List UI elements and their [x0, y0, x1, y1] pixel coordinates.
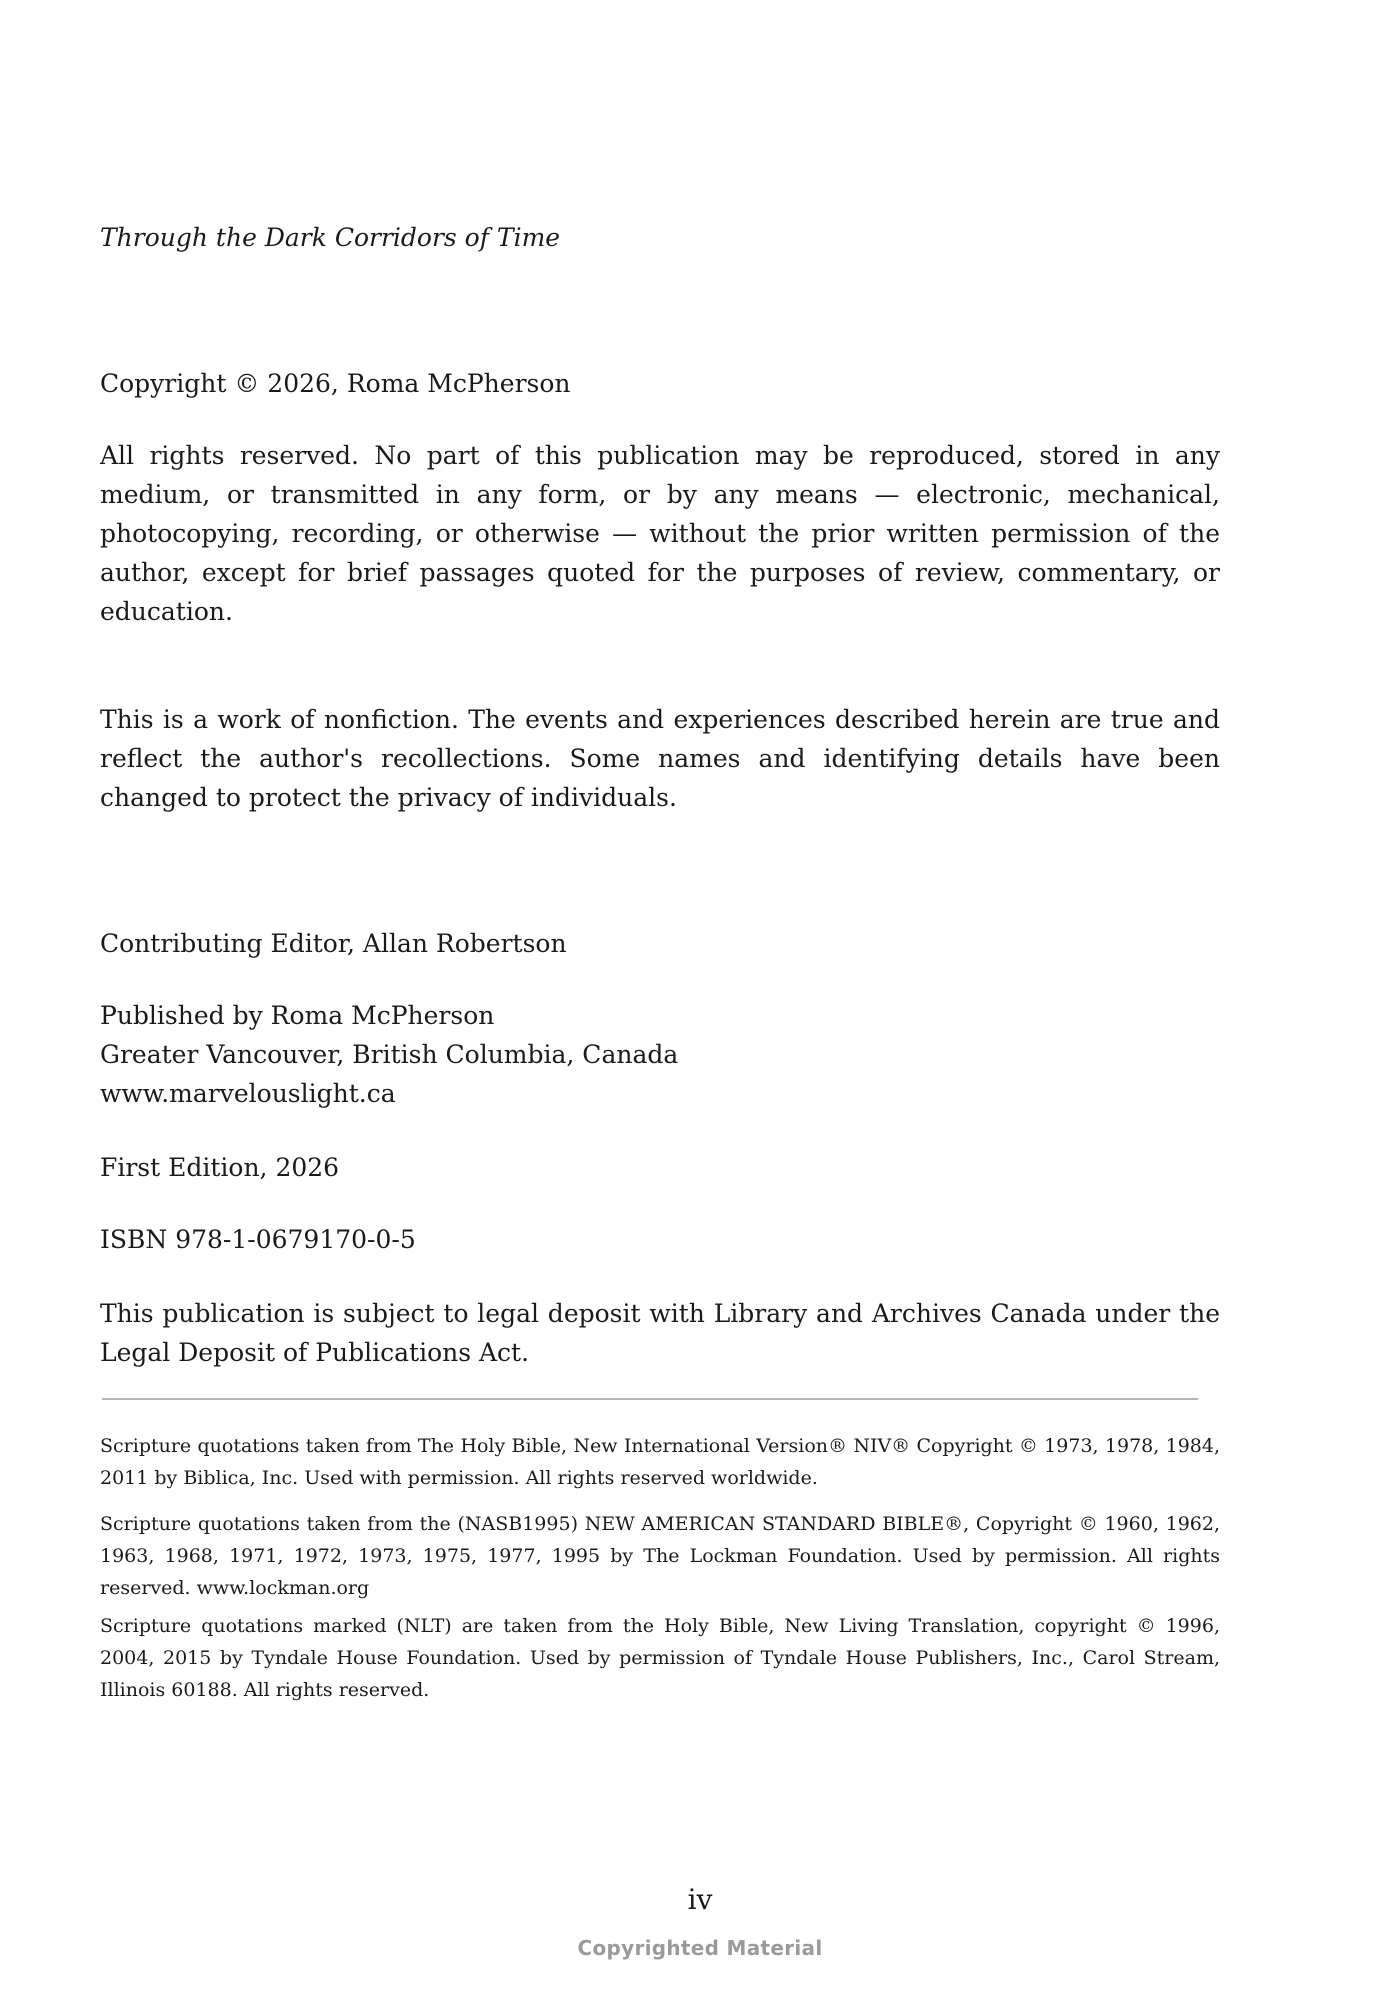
edition: First Edition, 2026: [100, 1153, 340, 1182]
page-number: iv: [687, 1883, 713, 1916]
scripture-notice-nlt: Scripture quotations marked (NLT) are taken from the Holy Bible, New Living Translation, copyright © 1996, 2004, 2015 by Tyndale House Foundation. Used by permission of Tyndale House Publishers, Inc., Carol Stream, Illinois 60188. All rights reserved.: [100, 1615, 1220, 1701]
nonfiction-paragraph: This is a work of nonfiction. The events and experiences described herein are true and reflect the author's recollections. Some names and identifying details have been changed to protect the privacy of individuals.: [100, 705, 1220, 812]
publisher-location: Greater Vancouver, British Columbia, Canada: [100, 1040, 679, 1069]
publisher-block: [100, 996, 1220, 1113]
book-title: Through the Dark Corridors of Time: [100, 223, 561, 252]
published-by: Published by Roma McPherson: [100, 1001, 495, 1030]
copyright-watermark: Copyrighted Material: [577, 1936, 823, 1960]
isbn: ISBN 978-1-0679170-0-5: [100, 1225, 416, 1254]
contributing-editor: Contributing Editor, Allan Robertson: [100, 929, 567, 958]
legal-deposit-notice: This publication is subject to legal deposit with Library and Archives Canada under the Legal Deposit of Publications Act.: [100, 1299, 1220, 1367]
divider-rule: [102, 1398, 1198, 1400]
scripture-notice-nasb: Scripture quotations taken from the (NASB1995) NEW AMERICAN STANDARD BIBLE®, Copyright © 1960, 1962, 1963, 1968, 1971, 1972, 1973, 1975, 1977, 1995 by The Lockman Foundation. Used by permission. All rights reserved. www.lockman.org: [100, 1513, 1220, 1599]
rights-paragraph: All rights reserved. No part of this publication may be reproduced, stored in any medium, or transmitted in any form, or by any means — electronic, mechanical, photocopying, recording, or otherwise — without the prior written permission of the author, except for brief passages quoted for the purposes of review, commentary, or education.: [100, 441, 1220, 626]
scripture-notice-niv: Scripture quotations taken from The Holy Bible, New International Version® NIV® Copyright © 1973, 1978, 1984, 2011 by Biblica, Inc. Used with permission. All rights reserved worldwide.: [100, 1435, 1220, 1489]
publisher-website: www.marvelouslight.ca: [100, 1079, 396, 1108]
copyright-line: Copyright © 2026, Roma McPherson: [100, 369, 571, 398]
